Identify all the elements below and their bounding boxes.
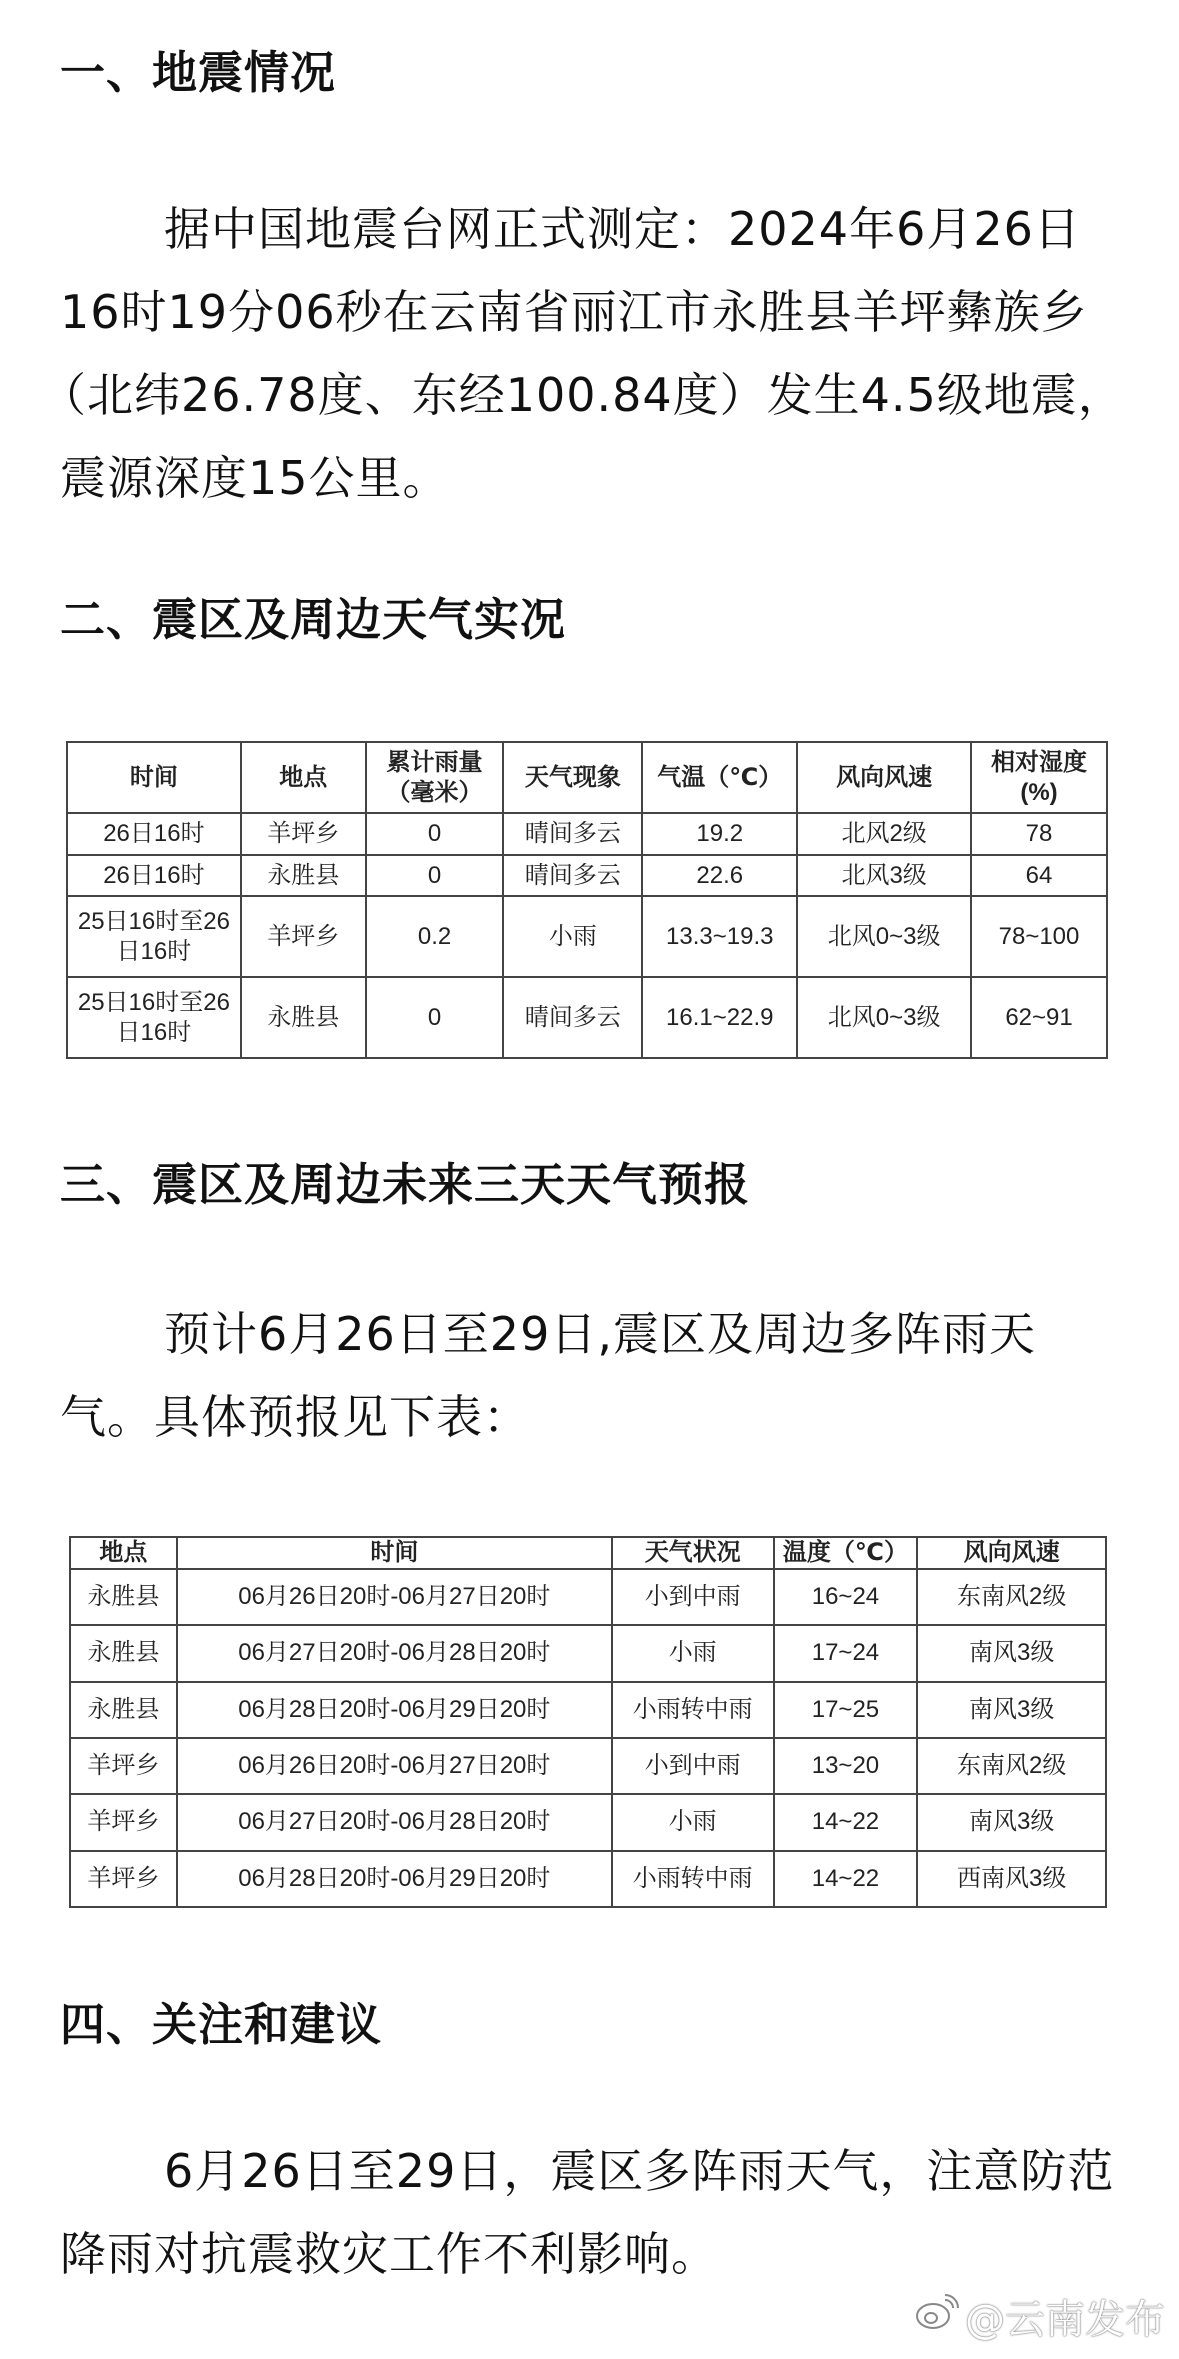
column-header: 温度（℃） xyxy=(774,1537,918,1569)
table-cell: 13.3~19.3 xyxy=(642,896,797,977)
section-heading-4: 四、关注和建议 xyxy=(60,1998,383,2051)
table-row xyxy=(67,896,1107,977)
table-row xyxy=(70,1794,1106,1850)
table-cell: 永胜县 xyxy=(241,977,366,1058)
column-header: 时间 xyxy=(177,1537,612,1569)
table-cell: 78~100 xyxy=(971,896,1107,977)
table-cell: 06月28日20时-06月29日20时 xyxy=(177,1682,612,1738)
table-cell: 0 xyxy=(366,977,504,1058)
forecast-paragraph xyxy=(60,1293,1120,1459)
column-header: 气温（℃） xyxy=(642,742,797,813)
table-cell: 北风0~3级 xyxy=(797,977,971,1058)
table-cell: 晴间多云 xyxy=(503,855,642,897)
text-line: 6月26日至29日，震区多阵雨天气，注意防范 xyxy=(164,2144,1115,2198)
table-cell: 永胜县 xyxy=(70,1682,177,1738)
table-cell: 羊坪乡 xyxy=(70,1794,177,1850)
section-heading-1: 一、地震情况 xyxy=(60,46,337,99)
text-line: 16时19分06秒在云南省丽江市永胜县羊坪彝族乡 xyxy=(60,285,1088,339)
table-row xyxy=(67,977,1107,1058)
table-cell: 羊坪乡 xyxy=(241,813,366,855)
text-line: 降雨对抗震救灾工作不利影响。 xyxy=(60,2227,718,2281)
table-cell: 东南风2级 xyxy=(917,1738,1106,1794)
column-header: 风向风速 xyxy=(917,1537,1106,1569)
table-row xyxy=(70,1738,1106,1794)
table-cell: 26日16时 xyxy=(67,813,241,855)
watermark-text: @云南发布 xyxy=(965,2297,1165,2343)
table-cell: 0 xyxy=(366,813,504,855)
table-cell: 25日16时至26日16时 xyxy=(67,977,241,1058)
table-cell: 西南风3级 xyxy=(917,1851,1106,1907)
column-header: 地点 xyxy=(241,742,366,813)
table-cell: 06月28日20时-06月29日20时 xyxy=(177,1851,612,1907)
table-cell: 14~22 xyxy=(774,1851,918,1907)
text-line: 气。具体预报见下表： xyxy=(60,1390,530,1444)
weibo-watermark xyxy=(915,2288,1165,2345)
text-line: （北纬26.78度、东经100.84度）发生4.5级地震， xyxy=(40,368,1125,422)
section-heading-2: 二、震区及周边天气实况 xyxy=(60,593,567,646)
text-line: 震源深度15公里。 xyxy=(60,451,450,505)
column-header: 时间 xyxy=(67,742,241,813)
table-cell: 26日16时 xyxy=(67,855,241,897)
table-cell: 永胜县 xyxy=(70,1625,177,1681)
table-cell: 0 xyxy=(366,855,504,897)
table-cell: 17~24 xyxy=(774,1625,918,1681)
table-cell: 小雨转中雨 xyxy=(612,1682,774,1738)
table-cell: 晴间多云 xyxy=(503,977,642,1058)
table-cell: 永胜县 xyxy=(70,1569,177,1625)
table-cell: 永胜县 xyxy=(241,855,366,897)
table-cell: 南风3级 xyxy=(917,1794,1106,1850)
column-header: 相对湿度(%) xyxy=(971,742,1107,813)
table-cell: 16~24 xyxy=(774,1569,918,1625)
text-line: 预计6月26日至29日,震区及周边多阵雨天 xyxy=(164,1307,1036,1361)
text-line: 据中国地震台网正式测定：2024年6月26日 xyxy=(164,202,1081,256)
weather-forecast-table xyxy=(69,1536,1107,1908)
table-cell: 小雨转中雨 xyxy=(612,1851,774,1907)
advice-paragraph xyxy=(60,2130,1120,2296)
table-cell: 北风3级 xyxy=(797,855,971,897)
table-cell: 06月26日20时-06月27日20时 xyxy=(177,1569,612,1625)
section-heading-3: 三、震区及周边未来三天天气预报 xyxy=(60,1158,751,1211)
table-cell: 南风3级 xyxy=(917,1625,1106,1681)
weather-observation-table xyxy=(66,741,1108,1059)
table-cell: 06月27日20时-06月28日20时 xyxy=(177,1794,612,1850)
table-cell: 小雨 xyxy=(612,1794,774,1850)
table-cell: 13~20 xyxy=(774,1738,918,1794)
column-header: 地点 xyxy=(70,1537,177,1569)
table-cell: 16.1~22.9 xyxy=(642,977,797,1058)
weibo-logo-icon xyxy=(915,2294,959,2340)
table-row xyxy=(67,855,1107,897)
table-cell: 小雨 xyxy=(612,1625,774,1681)
table-cell: 14~22 xyxy=(774,1794,918,1850)
table-cell: 06月27日20时-06月28日20时 xyxy=(177,1625,612,1681)
table-cell: 22.6 xyxy=(642,855,797,897)
table-cell: 小雨 xyxy=(503,896,642,977)
table-cell: 晴间多云 xyxy=(503,813,642,855)
table-row xyxy=(70,1851,1106,1907)
table-cell: 北风2级 xyxy=(797,813,971,855)
table-row xyxy=(67,813,1107,855)
table-cell: 小到中雨 xyxy=(612,1569,774,1625)
earthquake-paragraph xyxy=(40,188,1125,520)
table-cell: 0.2 xyxy=(366,896,504,977)
table-cell: 25日16时至26日16时 xyxy=(67,896,241,977)
column-header: 风向风速 xyxy=(797,742,971,813)
table-cell: 羊坪乡 xyxy=(70,1851,177,1907)
table-cell: 78 xyxy=(971,813,1107,855)
table-cell: 19.2 xyxy=(642,813,797,855)
table-row xyxy=(70,1682,1106,1738)
column-header: 天气状况 xyxy=(612,1537,774,1569)
column-header: 累计雨量（毫米） xyxy=(366,742,504,813)
table-cell: 06月26日20时-06月27日20时 xyxy=(177,1738,612,1794)
table-cell: 小到中雨 xyxy=(612,1738,774,1794)
table-cell: 羊坪乡 xyxy=(241,896,366,977)
table-cell: 东南风2级 xyxy=(917,1569,1106,1625)
table-row xyxy=(70,1569,1106,1625)
table-row xyxy=(70,1625,1106,1681)
table-cell: 北风0~3级 xyxy=(797,896,971,977)
table-cell: 羊坪乡 xyxy=(70,1738,177,1794)
table-cell: 南风3级 xyxy=(917,1682,1106,1738)
table-cell: 17~25 xyxy=(774,1682,918,1738)
table-cell: 62~91 xyxy=(971,977,1107,1058)
table-cell: 64 xyxy=(971,855,1107,897)
column-header: 天气现象 xyxy=(503,742,642,813)
